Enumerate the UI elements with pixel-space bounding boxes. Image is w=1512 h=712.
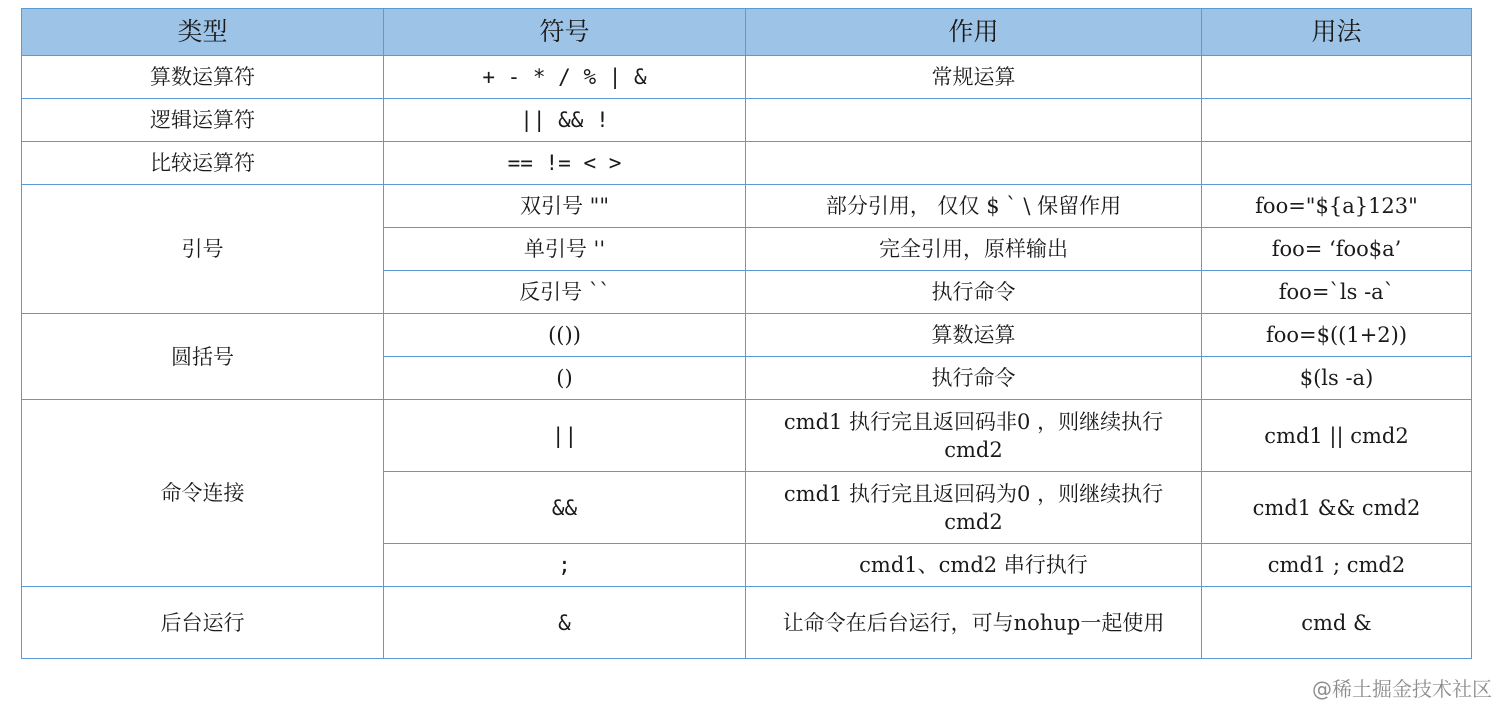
- usage-cell: cmd1 && cmd2: [1202, 472, 1472, 544]
- usage-cell: foo=$((1+2)): [1202, 314, 1472, 357]
- table-row: [22, 142, 1472, 185]
- usage-cell: cmd1 ; cmd2: [1202, 544, 1472, 587]
- usage-cell: cmd1 || cmd2: [1202, 400, 1472, 472]
- symbol-cell: (): [384, 357, 746, 400]
- effect-cell: cmd1、cmd2 串行执行: [746, 544, 1202, 587]
- watermark: @稀土掘金技术社区: [1312, 677, 1492, 701]
- table-row: [22, 185, 1472, 228]
- symbol-cell: || && !: [384, 99, 746, 142]
- symbol-cell: 双引号 "": [384, 185, 746, 228]
- usage-cell: foo= ‘foo$a’: [1202, 228, 1472, 271]
- effect-cell: 执行命令: [746, 357, 1202, 400]
- usage-cell: foo=`ls -a`: [1202, 271, 1472, 314]
- type-cell: 引号: [22, 185, 384, 314]
- effect-cell: cmd1 执行完且返回码非0 ，则继续执行 cmd2: [746, 400, 1202, 472]
- symbol-cell: &&: [384, 472, 746, 544]
- effect-cell: [746, 99, 1202, 142]
- symbol-cell: + - * / % | &: [384, 56, 746, 99]
- effect-cell: [746, 142, 1202, 185]
- symbol-cell: == != < >: [384, 142, 746, 185]
- usage-cell: [1202, 99, 1472, 142]
- effect-cell: 执行命令: [746, 271, 1202, 314]
- symbol-cell: 单引号 '': [384, 228, 746, 271]
- type-cell: 后台运行: [22, 587, 384, 659]
- table-row: [22, 99, 1472, 142]
- header-row: [22, 9, 1472, 56]
- table-row: [22, 314, 1472, 357]
- header-effect: 作用: [746, 9, 1202, 56]
- table-row: [22, 56, 1472, 99]
- header-symbol: 符号: [384, 9, 746, 56]
- usage-cell: $(ls -a): [1202, 357, 1472, 400]
- type-cell: 圆括号: [22, 314, 384, 400]
- symbol-cell: &: [384, 587, 746, 659]
- usage-cell: [1202, 142, 1472, 185]
- effect-cell: 算数运算: [746, 314, 1202, 357]
- header-usage: 用法: [1202, 9, 1472, 56]
- effect-cell: 常规运算: [746, 56, 1202, 99]
- symbol-cell: ;: [384, 544, 746, 587]
- table-row: [22, 400, 1472, 472]
- type-cell: 命令连接: [22, 400, 384, 587]
- usage-cell: foo="${a}123": [1202, 185, 1472, 228]
- usage-cell: cmd &: [1202, 587, 1472, 659]
- header-type: 类型: [22, 9, 384, 56]
- effect-cell: 部分引用， 仅仅 $ ` \ 保留作用: [746, 185, 1202, 228]
- type-cell: 算数运算符: [22, 56, 384, 99]
- effect-cell: cmd1 执行完且返回码为0 ，则继续执行 cmd2: [746, 472, 1202, 544]
- symbol-cell: ||: [384, 400, 746, 472]
- table-row: [22, 587, 1472, 659]
- usage-cell: [1202, 56, 1472, 99]
- symbol-cell: 反引号 ``: [384, 271, 746, 314]
- symbol-cell: (()): [384, 314, 746, 357]
- type-cell: 逻辑运算符: [22, 99, 384, 142]
- operator-table: [21, 8, 1472, 659]
- type-cell: 比较运算符: [22, 142, 384, 185]
- effect-cell: 让命令在后台运行，可与nohup一起使用: [746, 587, 1202, 659]
- effect-cell: 完全引用，原样输出: [746, 228, 1202, 271]
